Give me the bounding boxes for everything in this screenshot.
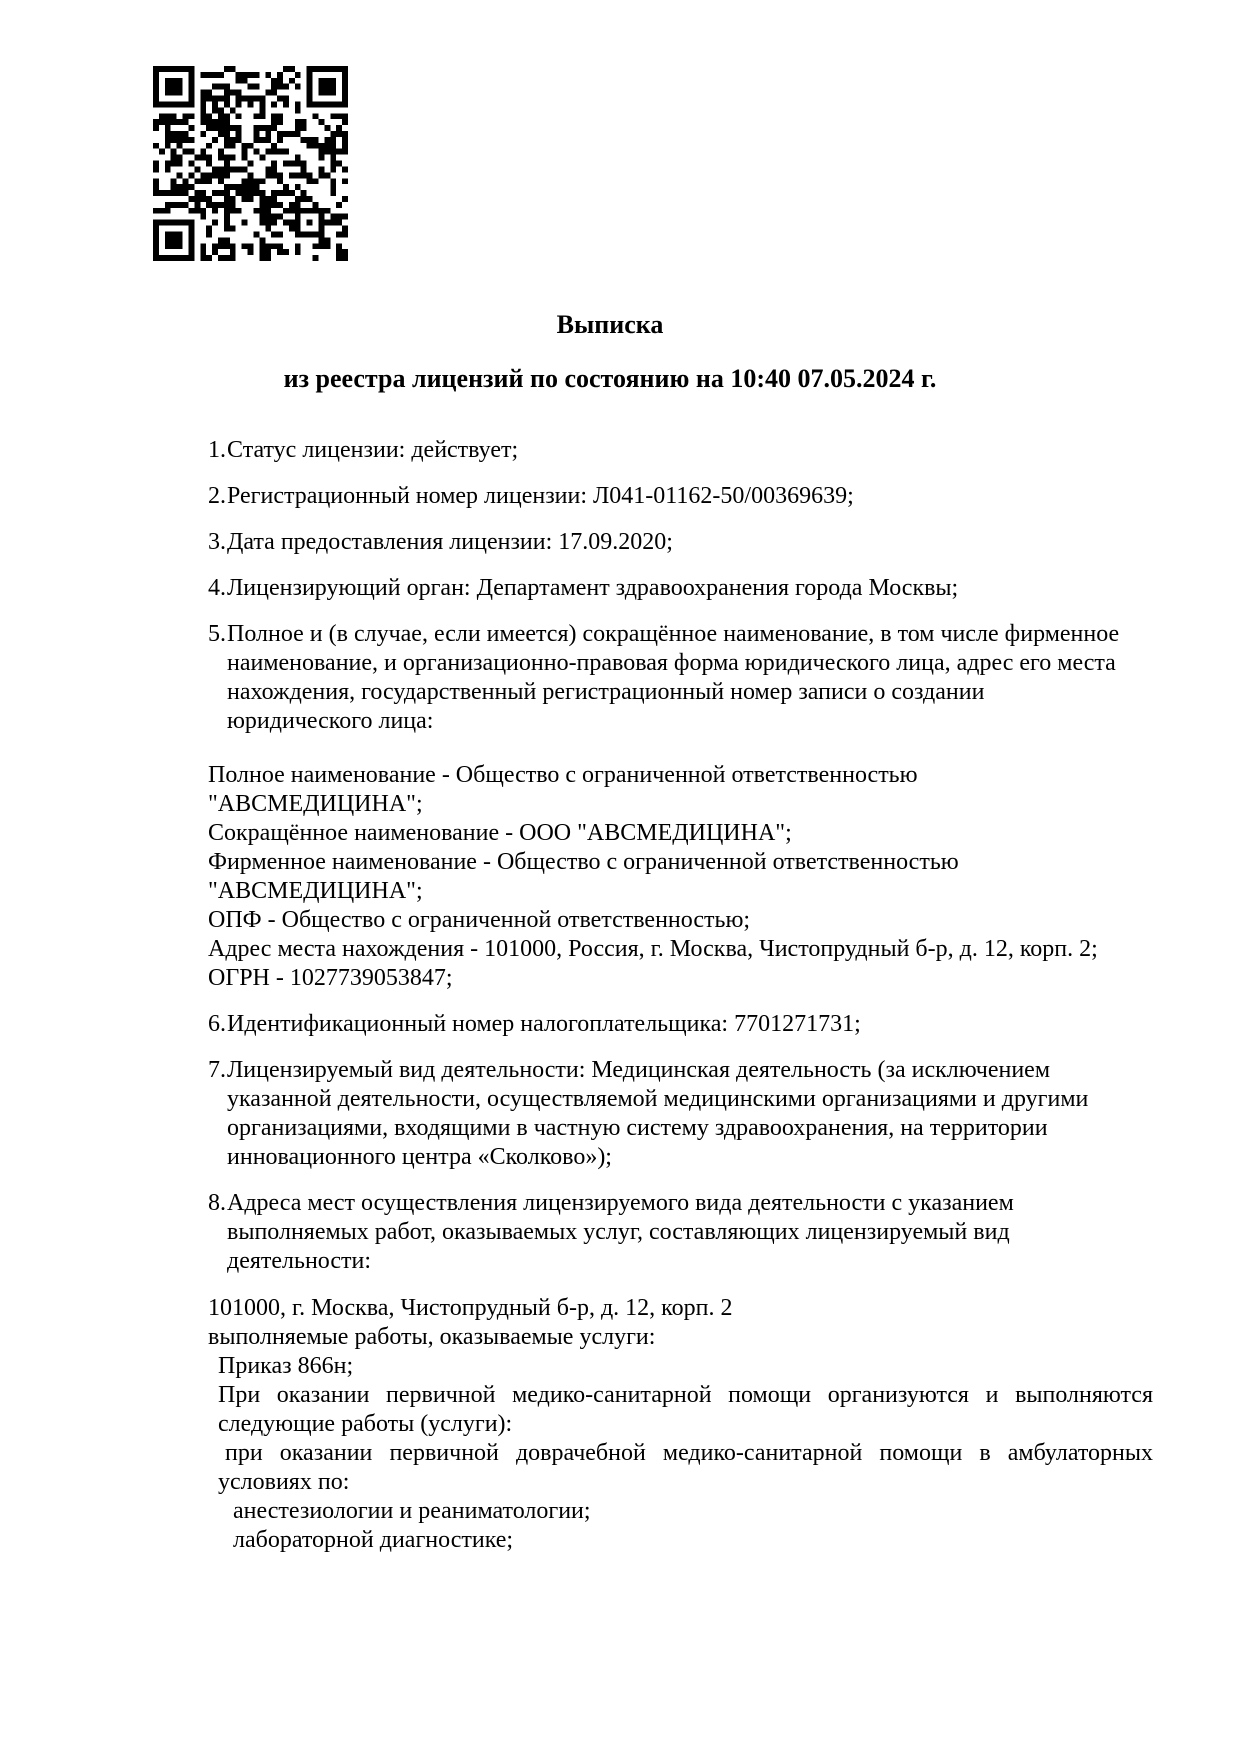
text-line: выполняемые работы, оказываемые услуги:: [208, 1324, 656, 1350]
text-line: организациями, входящими в частную систему здравоохранения, на территории: [227, 1115, 1048, 1141]
item-number: 6.: [208, 1011, 226, 1037]
list-item-grant-date: [208, 528, 1153, 557]
text-line: "АВСМЕДИЦИНА";: [208, 791, 423, 817]
organization-details: [208, 761, 1153, 993]
text-line: деятельности:: [227, 1248, 372, 1274]
text-line: Адреса мест осуществления лицензируемого вида деятельности с указанием: [227, 1190, 1014, 1216]
text-line: лабораторной диагностике;: [233, 1527, 514, 1553]
text-line: инновационного центра «Сколково»);: [227, 1144, 612, 1170]
text-line: выполняемых работ, оказываемых услуг, составляющих лицензируемый вид: [227, 1219, 1010, 1245]
text-line: ОПФ - Общество с ограниченной ответственностью;: [208, 907, 751, 933]
text-line: Полное и (в случае, если имеется) сокращённое наименование, в том числе фирменное: [227, 621, 1120, 647]
works-and-services: [208, 1294, 1153, 1555]
text-line: Полное наименование - Общество с ограниченной ответственностью: [208, 762, 918, 788]
text-line: следующие работы (услуги):: [218, 1411, 513, 1437]
list-item-taxpayer-id: [208, 1010, 1153, 1039]
text-line: 101000, г. Москва, Чистопрудный б-р, д. 12, корп. 2: [208, 1295, 733, 1321]
list-item-activity-addresses: [208, 1189, 1153, 1276]
text-line: при оказании первичной доврачебной медико-санитарной помощи в амбулаторных: [225, 1440, 1153, 1466]
text-line: Лицензируемый вид деятельности: Медицинская деятельность (за исключением: [227, 1057, 1051, 1083]
document-subtitle: из реестра лицензий по состоянию на 10:40 07.05.2024 г.: [283, 364, 937, 393]
text-line: Дата предоставления лицензии: 17.09.2020;: [227, 529, 673, 555]
text-line: условиях по:: [218, 1469, 350, 1495]
list-item-license-status: [208, 436, 1153, 465]
text-line: ОГРН - 1027739053847;: [208, 965, 453, 991]
text-line: анестезиологии и реаниматологии;: [233, 1498, 591, 1524]
list-item-licensed-activity: [208, 1056, 1153, 1172]
item-number: 2.: [208, 483, 226, 509]
item-number: 4.: [208, 575, 226, 601]
text-line: Сокращённое наименование - ООО "АВСМЕДИЦИНА";: [208, 820, 792, 846]
text-line: наименование, и организационно-правовая форма юридического лица, адрес его места: [227, 650, 1116, 676]
item-number: 3.: [208, 529, 226, 555]
text-line: Фирменное наименование - Общество с ограниченной ответственностью: [208, 849, 959, 875]
item-number: 7.: [208, 1057, 226, 1083]
list-item-licensing-authority: [208, 574, 1153, 603]
list-item-organization-names: [208, 620, 1153, 736]
text-line: При оказании первичной медико-санитарной помощи организуются и выполняются: [218, 1382, 1153, 1408]
document-body: [208, 436, 1153, 1555]
text-line: указанной деятельности, осуществляемой медицинскими организациями и другими: [227, 1086, 1089, 1112]
text-line: "АВСМЕДИЦИНА";: [208, 878, 423, 904]
document-title: Выписка: [556, 310, 664, 339]
text-line: Приказ 866н;: [218, 1353, 354, 1379]
qr-code-icon: [153, 66, 348, 261]
text-line: Адрес места нахождения - 101000, Россия, г. Москва, Чистопрудный б-р, д. 12, корп. 2;: [208, 936, 1098, 962]
text-line: Регистрационный номер лицензии: Л041-01162-50/00369639;: [227, 483, 854, 509]
text-line: юридического лица:: [227, 708, 434, 734]
text-line: нахождения, государственный регистрационный номер записи о создании: [227, 679, 985, 705]
item-number: 5.: [208, 621, 226, 647]
text-line: Идентификационный номер налогоплательщика: 7701271731;: [227, 1011, 861, 1037]
text-line: Статус лицензии: действует;: [227, 437, 519, 463]
item-number: 8.: [208, 1190, 226, 1216]
item-number: 1.: [208, 437, 226, 463]
list-item-registration-number: [208, 482, 1153, 511]
text-line: Лицензирующий орган: Департамент здравоохранения города Москвы;: [227, 575, 959, 601]
